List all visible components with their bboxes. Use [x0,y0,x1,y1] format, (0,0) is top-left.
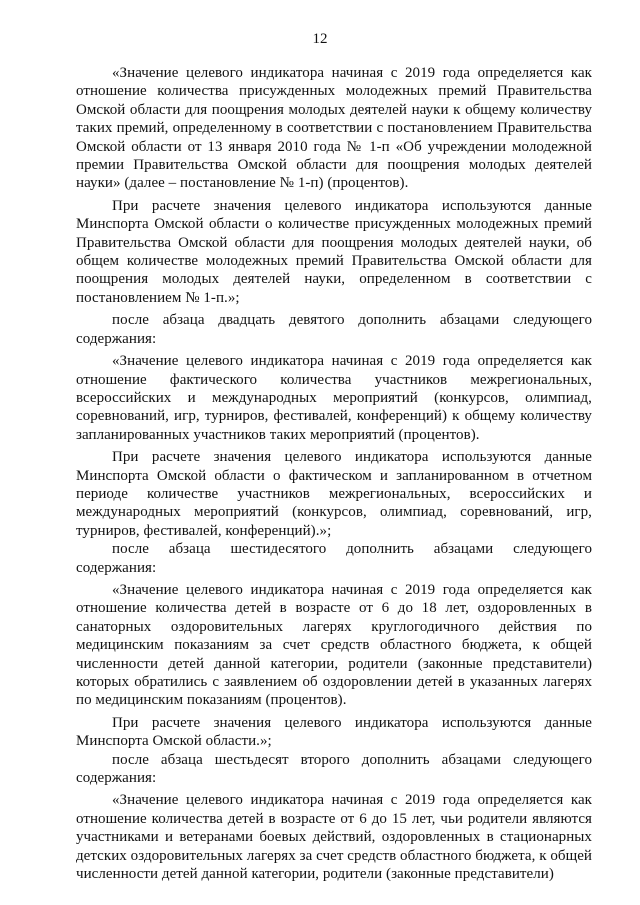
paragraph-amendment-62: после абзаца шестьдесят второго дополнить абзацами следующего содержания: [76,751,592,787]
paragraph-indicator-participants: «Значение целевого индикатора начиная с 2019 года определяется как отношение фактического количества участников межрегиональных, всероссийских и международных мероприятий (конкурсов, олимпиад, соревнований, игр, турниров, фестивалей, конференций) к общему количеству запланированных участников таких мероприятий (процентов). [76,353,592,443]
paragraph-amendment-60: после абзаца шестидесятого дополнить абзацами следующего содержания: [76,541,592,576]
paragraph-participants-data-source: При расчете значения целевого индикатора используются данные Минспорта Омской области о фактическом и запланированном в отчетном периоде количестве участников межрегиональных, всероссийских и международных мероприятий (конкурсов, олимпиад, соревнований, игр, турниров, фестивалей, конференций).»; [76,449,592,539]
paragraph-sanatorium-data-source: При расчете значения целевого индикатора используются данные Минспорта Омской области.»; [76,714,592,750]
document-body [76,64,592,883]
page-number: 12 [312,31,328,47]
paragraph-indicator-sanatorium: «Значение целевого индикатора начиная с 2019 года определяется как отношение количества детей в возрасте от 6 до 18 лет, оздоровленных в санаторных оздоровительных лагерях круглогодичного действия по медицинским показаниям за счет средств областного бюджета, к общей численности детей данной категории, родители (законные представители) которых обратились с заявлением об оздоровлении детей в указанных лагерях по медицинским показаниям (процентов). [76,581,592,709]
paragraph-amendment-29: после абзаца двадцать девятого дополнить абзацами следующего содержания: [76,312,592,347]
paragraph-indicator-premiums: «Значение целевого индикатора начиная с 2019 года определяется как отношение количества присужденных молодежных премий Правительства Омской области для поощрения молодых деятелей науки к общему количеству таких премий, определенному в соответствии с постановлением Правительства Омской области от 13 января 2010 года № 1-п «Об учреждении молодежной премии Правительства Омской области для поощрения молодых деятелей науки» (далее – постановление № 1-п) (процентов). [76,65,592,192]
paragraph-premiums-data-source: При расчете значения целевого индикатора используются данные Минспорта Омской области о количестве присужденных молодежных премий Правительства Омской области для поощрения молодых деятелей науки, об общем количестве молодежных премий Правительства Омской области для поощрения молодых деятелей науки, определенном в соответствии с постановлением № 1-п.»; [76,197,592,306]
paragraph-indicator-veterans-children: «Значение целевого индикатора начиная с 2019 года определяется как отношение количества детей в возрасте от 6 до 15 лет, чьи родители являются участниками и ветеранами боевых действий, оздоровленных в стационарных детских оздоровительных лагерях за счет средств областного бюджета, к общей численности детей данной категории, родители (законные представители) [76,792,592,883]
